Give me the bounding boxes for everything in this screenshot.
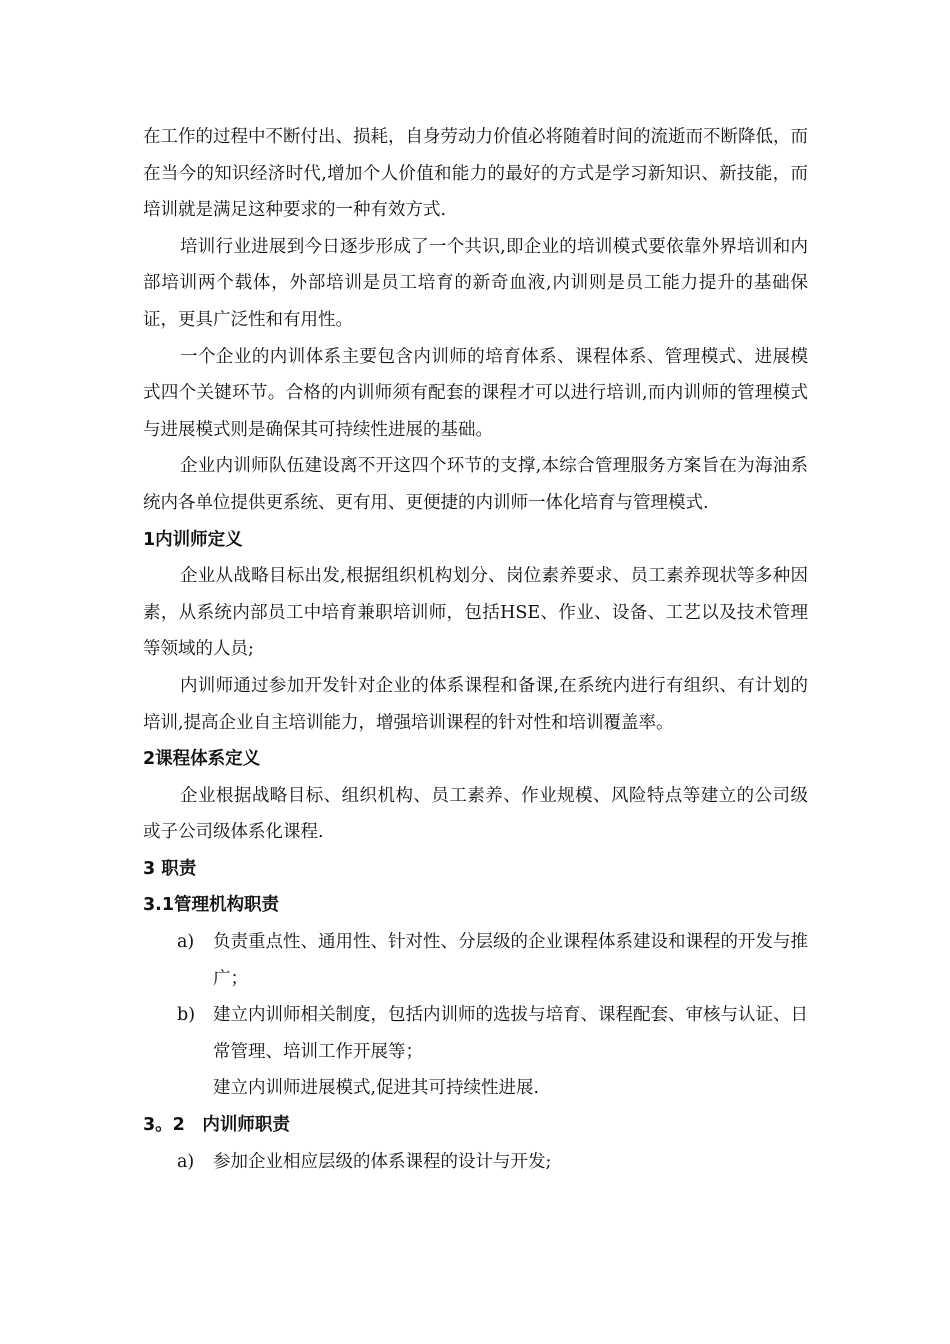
section-heading-trainer-definition: 1内训师定义 [143, 529, 243, 550]
list-marker: a) [177, 1151, 195, 1172]
list-item-text: 建立内训师相关制度，包括内训师的选拔与培育、课程配套、审核与认证、日常管理、培训工作开展等； [213, 1005, 808, 1062]
subsection-heading-trainer-duties: 3。2 内训师职责 [143, 1115, 290, 1136]
list-continuation-text: 建立内训师进展模式,促进其可持续性进展. [213, 1078, 540, 1099]
list-item [177, 997, 808, 1070]
section-heading-course-definition: 2课程体系定义 [143, 749, 261, 770]
list-item [177, 1144, 808, 1181]
list-marker: b) [177, 1005, 196, 1026]
paragraph-trainer-definition-1: 企业从战略目标出发,根据组织机构划分、岗位素养要求、员工素养现状等多种因素，从系统内部员工中培育兼职培训师，包括HSE、作业、设备、工艺以及技术管理等领域的人员; [143, 566, 808, 660]
paragraph-training-consensus: 培训行业进展到今日逐步形成了一个共识,即企业的培训模式要依靠外界培训和内部培训两个载体，外部培训是员工培育的新奇血液,内训则是员工能力提升的基础保证，更具广泛性和有用性。 [143, 236, 808, 330]
list-item [177, 924, 808, 997]
subsection-heading-management: 3.1管理机构职责 [143, 895, 280, 916]
paragraph-program-purpose: 企业内训师队伍建设离不开这四个环节的支撑,本综合管理服务方案旨在为海油系统内各单位提供更系统、更有用、更便捷的内训师一体化培育与管理模式. [143, 456, 808, 513]
paragraph-course-definition: 企业根据战略目标、组织机构、员工素养、作业规模、风险特点等建立的公司级或子公司级体系化课程. [143, 785, 808, 843]
section-heading-responsibilities: 3 职责 [143, 858, 197, 879]
list-marker: a) [177, 932, 195, 953]
list-item-text: 负责重点性、通用性、针对性、分层级的企业课程体系建设和课程的开发与推广； [213, 932, 808, 989]
document-body [143, 119, 808, 1180]
paragraph-training-system: 一个企业的内训体系主要包含内训师的培育体系、课程体系、管理模式、进展模式四个关键环节。合格的内训师须有配套的课程才可以进行培训,而内训师的管理模式与进展模式则是确保其可持续性进展的基础。 [143, 346, 808, 440]
paragraph-trainer-definition-2: 内训师通过参加开发针对企业的体系课程和备课,在系统内进行有组织、有计划的培训,提高企业自主培训能力，增强培训课程的针对性和培训覆盖率。 [143, 675, 808, 733]
list-item-text: 参加企业相应层级的体系课程的设计与开发; [213, 1151, 552, 1172]
paragraph-intro-continued: 在工作的过程中不断付出、损耗，自身劳动力价值必将随着时间的流逝而不断降低，而在当今的知识经济时代,增加个人价值和能力的最好的方式是学习新知识、新技能，而培训就是满足这种要求的一种有效方式. [143, 127, 808, 221]
